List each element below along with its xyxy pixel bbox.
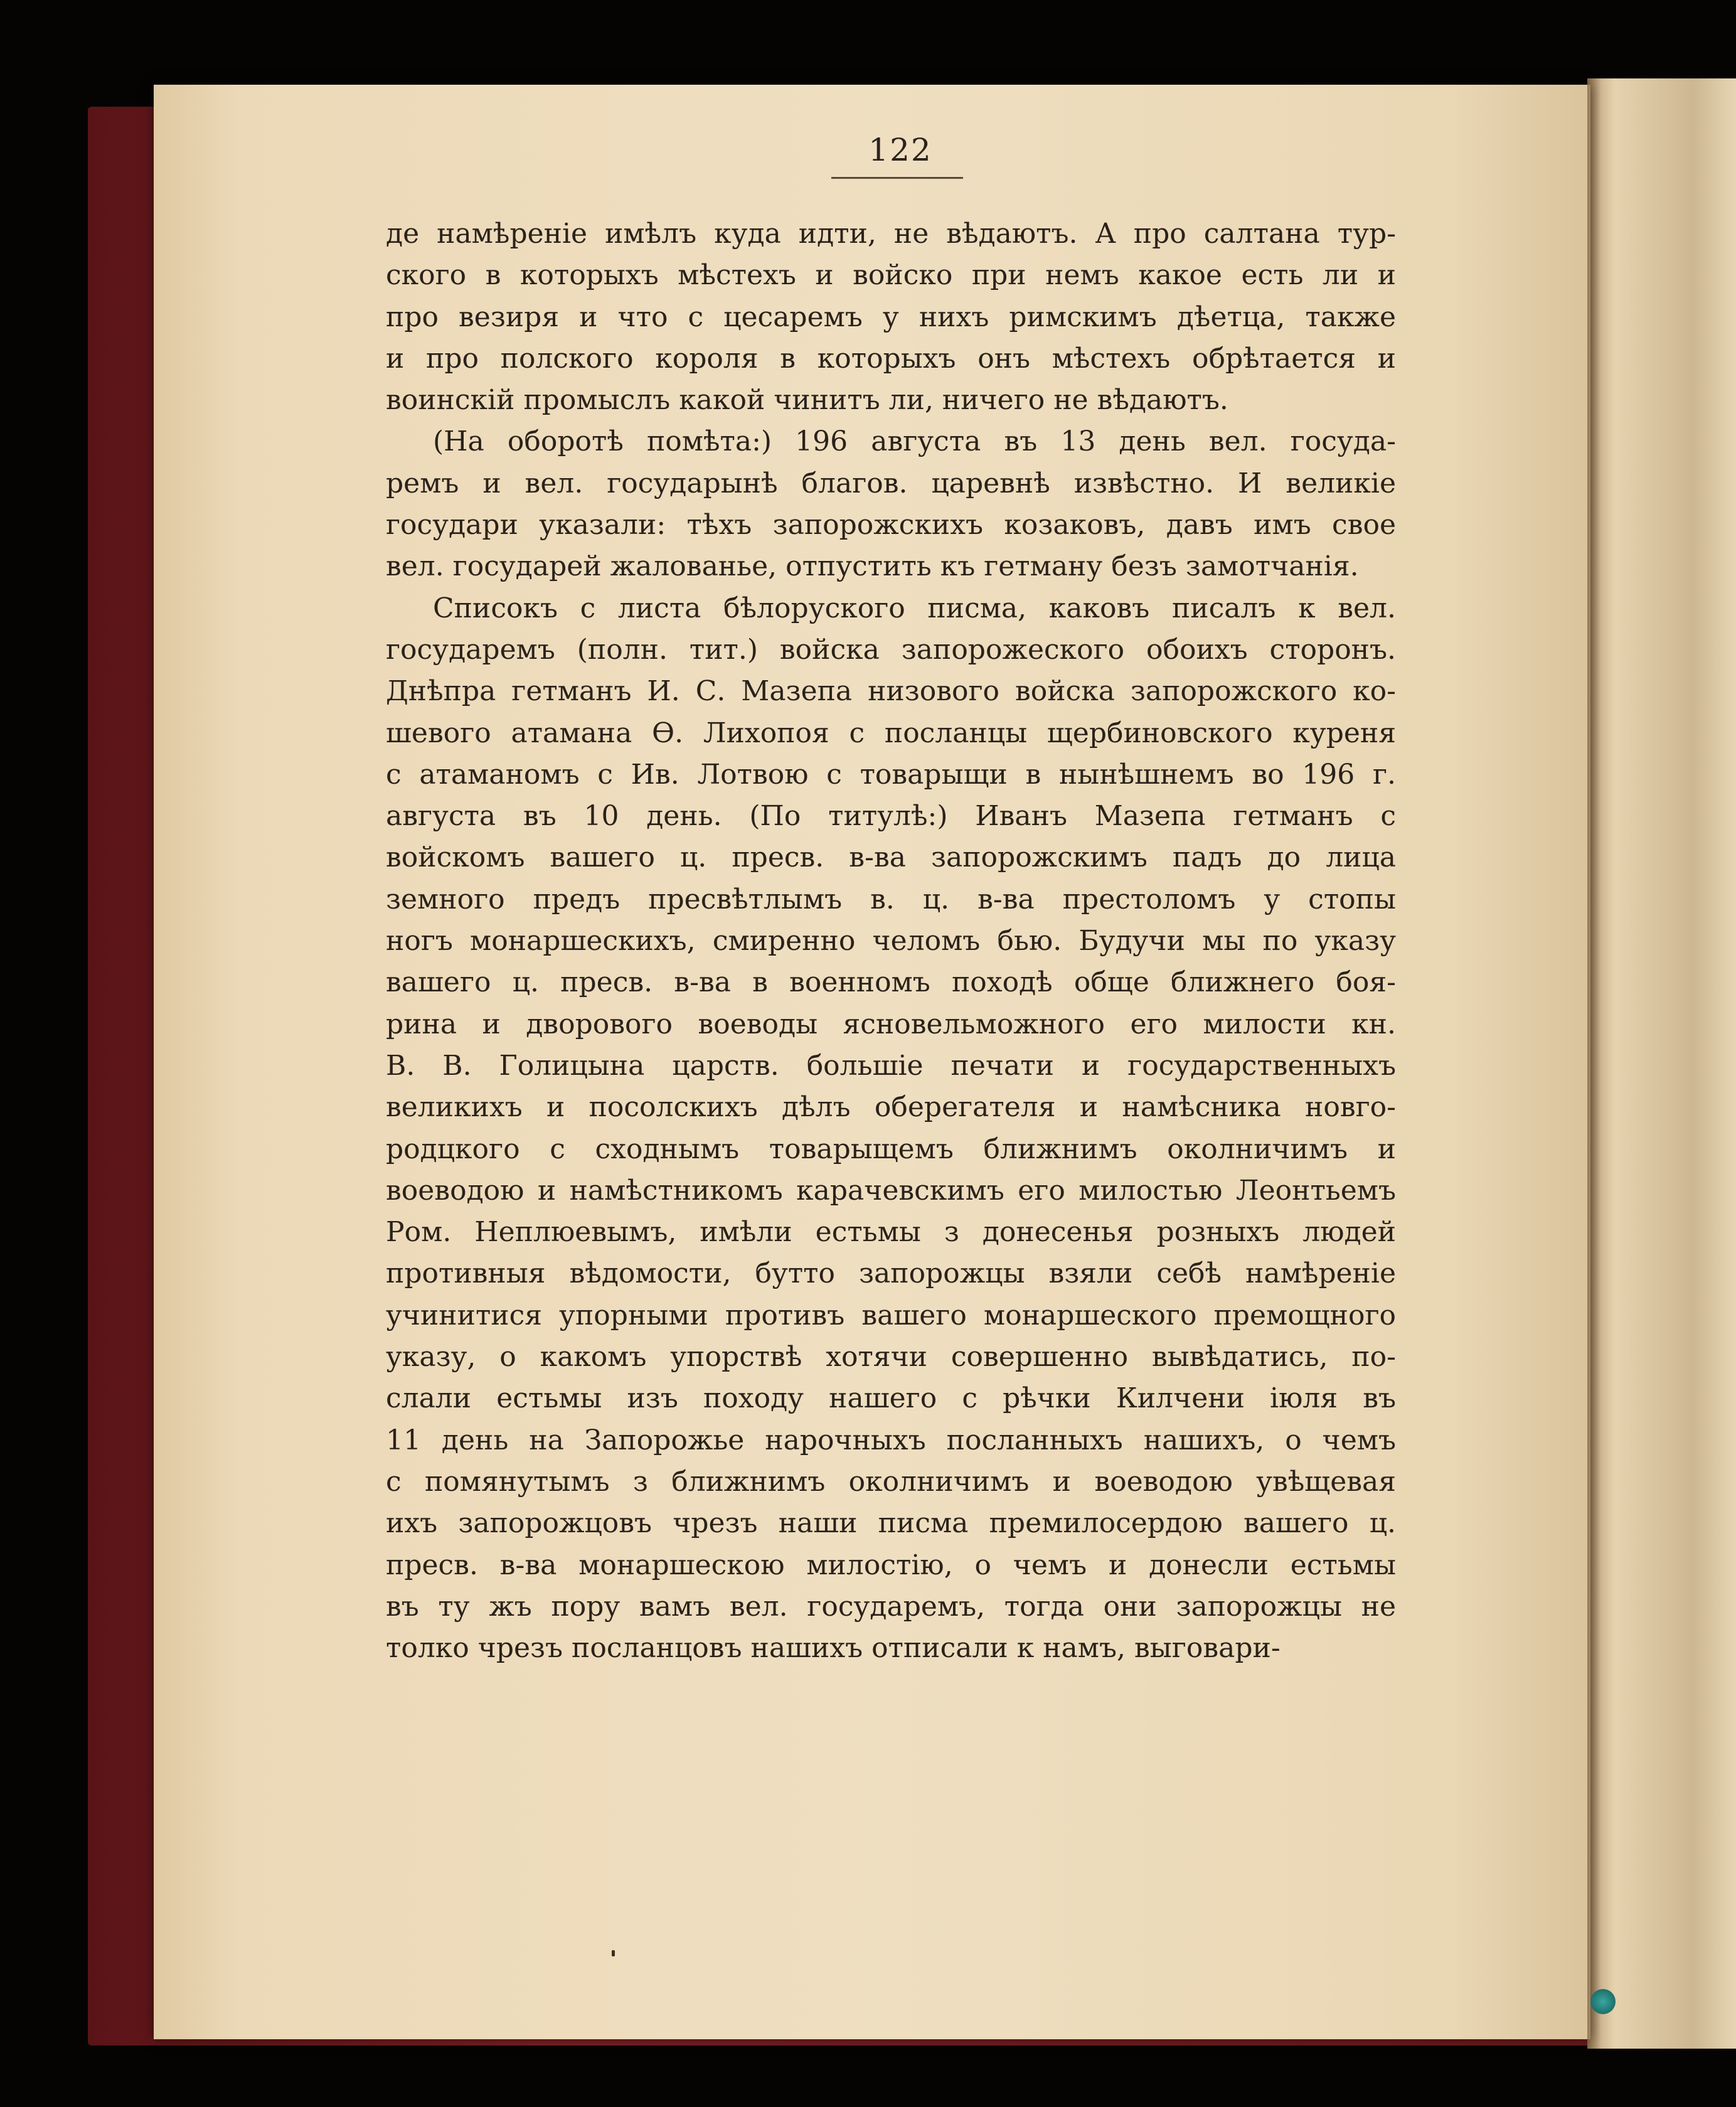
bookmark-thread: [1590, 1989, 1616, 2014]
text-line: Ром. Неплюевымъ, имѣли естьмы з донесенья розныхъ людей: [386, 1216, 1396, 1249]
text-line: (На оборотѣ помѣта:) 196 августа въ 13 день вел. госуда-: [433, 425, 1396, 458]
text-line: воеводою и намѣстникомъ карачевскимъ его милостью Леонтьемъ: [386, 1174, 1396, 1207]
text-line: августа въ 10 день. (По титулѣ:) Иванъ Мазепа гетманъ с: [386, 800, 1396, 833]
page-gutter: [1587, 78, 1601, 2049]
text-line: В. В. Голицына царств. большіе печати и государственныхъ: [386, 1049, 1396, 1082]
text-line: ского в которыхъ мѣстехъ и войско при немъ какое есть ли и: [386, 259, 1396, 292]
text-line: рина и дворового воеводы ясновельможного его милости кн.: [386, 1008, 1396, 1040]
text-line: воинскій промыслъ какой чинитъ ли, ничего не вѣдаютъ.: [386, 384, 1228, 417]
text-line: указу, о какомъ упорствѣ хотячи совершенно вывѣдатись, по-: [386, 1341, 1396, 1374]
text-line: про везиря и что с цесаремъ у нихъ римскимъ дѣетца, также: [386, 301, 1396, 333]
text-line: ремъ и вел. государынѣ благов. царевнѣ извѣстно. И великіе: [386, 467, 1396, 499]
text-line: великихъ и посолскихъ дѣлъ оберегателя и намѣсника новго-: [386, 1091, 1396, 1124]
text-line: Списокъ с листа бѣлоруского писма, каковъ писалъ к вел.: [433, 592, 1396, 624]
text-line: войскомъ вашего ц. пресв. в-ва запорожскимъ падъ до лица: [386, 841, 1396, 874]
text-line: въ ту жъ пору вамъ вел. государемъ, тогда они запорожцы не: [386, 1590, 1396, 1623]
text-line: шевого атамана Ѳ. Лихопоя с посланцы щербиновского куреня: [386, 717, 1396, 749]
text-line: противныя вѣдомости, бутто запорожцы взяли себѣ намѣреніе: [386, 1257, 1396, 1290]
text-line: учинитися упорными противъ вашего монаршеского премощного: [386, 1299, 1396, 1331]
text-line: ногъ монаршескихъ, смиренно челомъ бью. Будучи мы по указу: [386, 925, 1396, 957]
text-line: с помянутымъ з ближнимъ околничимъ и воеводою увѣщевая: [386, 1465, 1396, 1498]
text-line: Днѣпра гетманъ И. С. Мазепа низового войска запорожского ко-: [386, 675, 1396, 708]
text-line: слали естьмы изъ походу нашего с рѣчки Килчени іюля въ: [386, 1382, 1396, 1415]
page-number-rule: [831, 177, 963, 179]
body-text: [386, 213, 1396, 1669]
text-line: пресв. в-ва монаршескою милостію, о чемъ и донесли естьмы: [386, 1549, 1396, 1581]
text-line: государемъ (полн. тит.) войска запорожеского обоихъ сторонъ.: [386, 633, 1396, 666]
page-number: 122: [868, 132, 932, 168]
ink-speck: [612, 1950, 615, 1956]
page-edges: [1587, 78, 1736, 2049]
text-line: вашего ц. пресв. в-ва в военномъ походѣ обще ближнего боя-: [386, 966, 1396, 999]
text-line: ихъ запорожцовъ чрезъ наши писма премилосердою вашего ц.: [386, 1507, 1396, 1540]
text-line: и про полского короля в которыхъ онъ мѣстехъ обрѣтается и: [386, 342, 1396, 375]
text-line: де намѣреніе имѣлъ куда идти, не вѣдаютъ. А про салтана тур-: [386, 218, 1396, 250]
text-line: родцкого с сходнымъ товарыщемъ ближнимъ околничимъ и: [386, 1133, 1396, 1165]
text-line: государи указали: тѣхъ запорожскихъ козаковъ, давъ имъ свое: [386, 509, 1396, 541]
text-line: толко чрезъ посланцовъ нашихъ отписали к намъ, выговари-: [386, 1632, 1281, 1665]
text-line: вел. государей жалованье, отпустить къ гетману безъ замотчанія.: [386, 550, 1359, 583]
text-line: земного предъ пресвѣтлымъ в. ц. в-ва престоломъ у стопы: [386, 883, 1396, 915]
text-line: 11 день на Запорожье нарочныхъ посланныхъ нашихъ, о чемъ: [386, 1424, 1396, 1456]
text-line: с атаманомъ с Ив. Лотвою с товарыщи в нынѣшнемъ во 196 г.: [386, 758, 1396, 791]
